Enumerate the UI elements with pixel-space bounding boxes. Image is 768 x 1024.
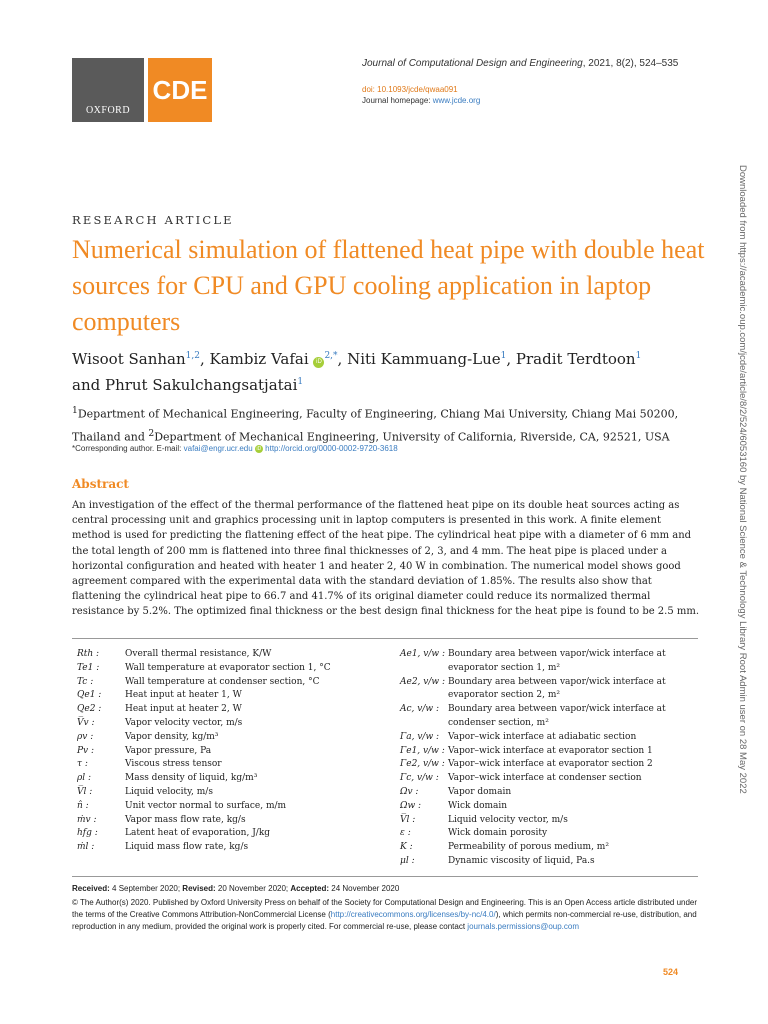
author-name[interactable]: Wisoot Sanhan [72,350,186,368]
abstract-heading: Abstract [72,477,129,491]
author-affil-sup[interactable]: 2,* [324,351,338,361]
nomenclature-item: Te1 : Wall temperature at evaporator section 1, °C [77,662,331,673]
nomenclature-item: Ωv : Vapor domain [400,786,512,797]
nomenclature-item: Rth : Overall thermal resistance, K/W [77,649,272,659]
homepage-link[interactable]: www.jcde.org [432,96,481,105]
journal-info [362,58,678,105]
page-number: 524 [663,967,679,977]
nomenclature-item: μl : Dynamic viscosity of liquid, Pa.s [400,855,595,866]
nomenclature-item: V̅v : Vapor velocity vector, m/s [77,717,243,728]
affiliations: $^1$Department of Mechanical Engineering, Faculty of Engineering, Chiang Mai University, Chiang Mai 50200, Thailand and $^2$Department of Mechanical Engineering, University of California, Riverside, CA, 92521, USA [72,405,679,444]
orcid-icon[interactable]: iD [313,357,324,368]
nomenclature-item: Γe2, v/w : Vapor–wick interface at evaporator section 2 [400,759,653,770]
nomenclature-item: Ac, v/w : Boundary area between vapor/wick interface at condenser section, m² [400,704,666,728]
article-type: RESEARCH ARTICLE [72,213,234,227]
nomenclature-item: Tc : Wall temperature at condenser section, °C [77,676,320,687]
orcid-icon: iD [256,446,262,452]
nomenclature-left [77,648,377,855]
author-name[interactable]: Kambiz Vafai [209,350,309,368]
oxford-logo: OXFORD [72,58,144,122]
download-watermark: Downloaded from https://academic.oup.com/jcde/article/8/2/524/6053160 by National Science & Technology Library Root Admin user on 28 May 2022 [737,165,748,794]
author-affil-sup[interactable]: 1 [297,377,304,387]
nomenclature-item: K : Permeability of porous medium, m² [400,842,609,853]
article-title: Numerical simulation of flattened heat pipe with double heat sources for CPU and GPU cooling application in laptop computers [72,235,705,336]
license-notice: © The Author(s) 2020. Published by Oxford University Press on behalf of the Society for Computational Design and Engineering. This is an Open Access article distributed under the terms of the Creative Commons Attribution-NonCommercial License (http://creativecommons.org/licenses/by-nc/4.0/), which permits non-commercial re-use, distribution, and reproduction in any medium, provided the original work is properly cited. For commercial re-use, please contact journals.permissions@oup.com [72,898,698,931]
author-affil-sup[interactable]: 1 [500,351,507,361]
nomenclature-item: Ωw : Wick domain [400,800,508,811]
author-name[interactable]: Niti Kammuang-Lue [347,350,501,368]
orcid-link[interactable]: http://orcid.org/0000-0002-9720-3618 [265,444,398,453]
divider [72,638,698,639]
nomenclature-item: Ae2, v/w : Boundary area between vapor/wick interface at evaporator section 2, m² [400,676,666,701]
author-affil-sup[interactable]: 1,2 [185,351,200,361]
author-name[interactable]: and Phrut Sakulchangsatjatai [72,376,298,394]
author-affil-sup[interactable]: 1 [635,351,642,361]
nomenclature-item: ṁl : Liquid mass flow rate, kg/s [77,842,249,853]
journal-citation: Journal of Computational Design and Engineering, 2021, 8(2), 524–535 [362,58,679,69]
author-list: Wisoot Sanhan$^{1,2}$, Kambiz Vafai $iD^{2,*}$, Niti Kammuang-Lue$^1$, Pradit Terdtoon$^1$ and Phrut Sakulchangsatjatai$^1$ [72,350,642,394]
nomenclature-item: Γe1, v/w : Vapor–wick interface at evaporator section 1 [400,745,653,756]
nomenclature-item: V̅l : Liquid velocity, m/s [77,786,213,797]
nomenclature-item: ρl : Mass density of liquid, kg/m³ [77,773,258,784]
author-name[interactable]: Pradit Terdtoon [515,350,636,368]
email-link[interactable]: vafai@engr.ucr.edu [183,444,253,453]
nomenclature-right [400,648,700,869]
nomenclature-item: Qe2 : Heat input at heater 2, W [77,704,242,715]
nomenclature-item: V̅l : Liquid velocity vector, m/s [400,814,568,825]
license-link[interactable]: http://creativecommons.org/licenses/by-nc/4.0/ [330,910,496,919]
nomenclature-item: Ae1, v/w : Boundary area between vapor/wick interface at evaporator section 1, m² [400,649,666,673]
nomenclature-item: ρv : Vapor density, kg/m³ [77,731,219,742]
article-history [72,883,698,933]
nomenclature-item: τ : Viscous stress tensor [77,759,222,770]
journal-homepage: Journal homepage: www.jcde.org [362,96,481,105]
corresponding-author: *Corresponding author. E-mail: vafai@engr.ucr.edu iD http://orcid.org/0000-0002-9720-3618 [72,444,398,453]
abstract-text: An investigation of the effect of the thermal performance of the flattened heat pipe on its double heat sources acting as central processing unit and graphics processing unit in laptop computers is presented in this work. A finite element method is used for predicting the flattening effect of the heat pipe. The cylindrical heat pipe with a diameter of 6 mm and the total length of 200 mm is flattened into three final thicknesses of 2, 3, and 4 mm. The heat pipe is placed under a horizontal configuration and heated with heater 1 and heater 2, 40 W in combination. The numerical model shows good agreement compared with the experimental data with the standard deviation of 1.85%. The results also show that flattening the cylindrical heat pipe to 66.7 and 41.7% of its original diameter could reduce its normalized thermal resistance by 5.2%. The optimized final thickness or the best design final thickness for the heat pipe is found to be 2.5 mm. [72,500,700,618]
nomenclature-item: Γc, v/w : Vapor–wick interface at condenser section [400,773,642,784]
cde-journal-logo: CDE [148,58,212,122]
nomenclature-item: Γa, v/w : Vapor–wick interface at adiabatic section [400,731,637,742]
nomenclature-item: ṁv : Vapor mass flow rate, kg/s [77,814,246,825]
nomenclature-item: ε : Wick domain porosity [400,828,548,839]
divider [72,876,698,877]
nomenclature-item: hfg : Latent heat of evaporation, J/kg [77,828,271,839]
doi-link[interactable]: doi: 10.1093/jcde/qwaa091 [362,85,458,94]
nomenclature-item: Qe1 : Heat input at heater 1, W [77,690,242,701]
permissions-email-link[interactable]: journals.permissions@oup.com [467,922,580,931]
history-dates: Received: 4 September 2020; Revised: 20 November 2020; Accepted: 24 November 2020 [72,884,400,893]
nomenclature-item: n̂ : Unit vector normal to surface, m/m [77,800,287,811]
nomenclature-item: Pv : Vapor pressure, Pa [77,745,212,756]
